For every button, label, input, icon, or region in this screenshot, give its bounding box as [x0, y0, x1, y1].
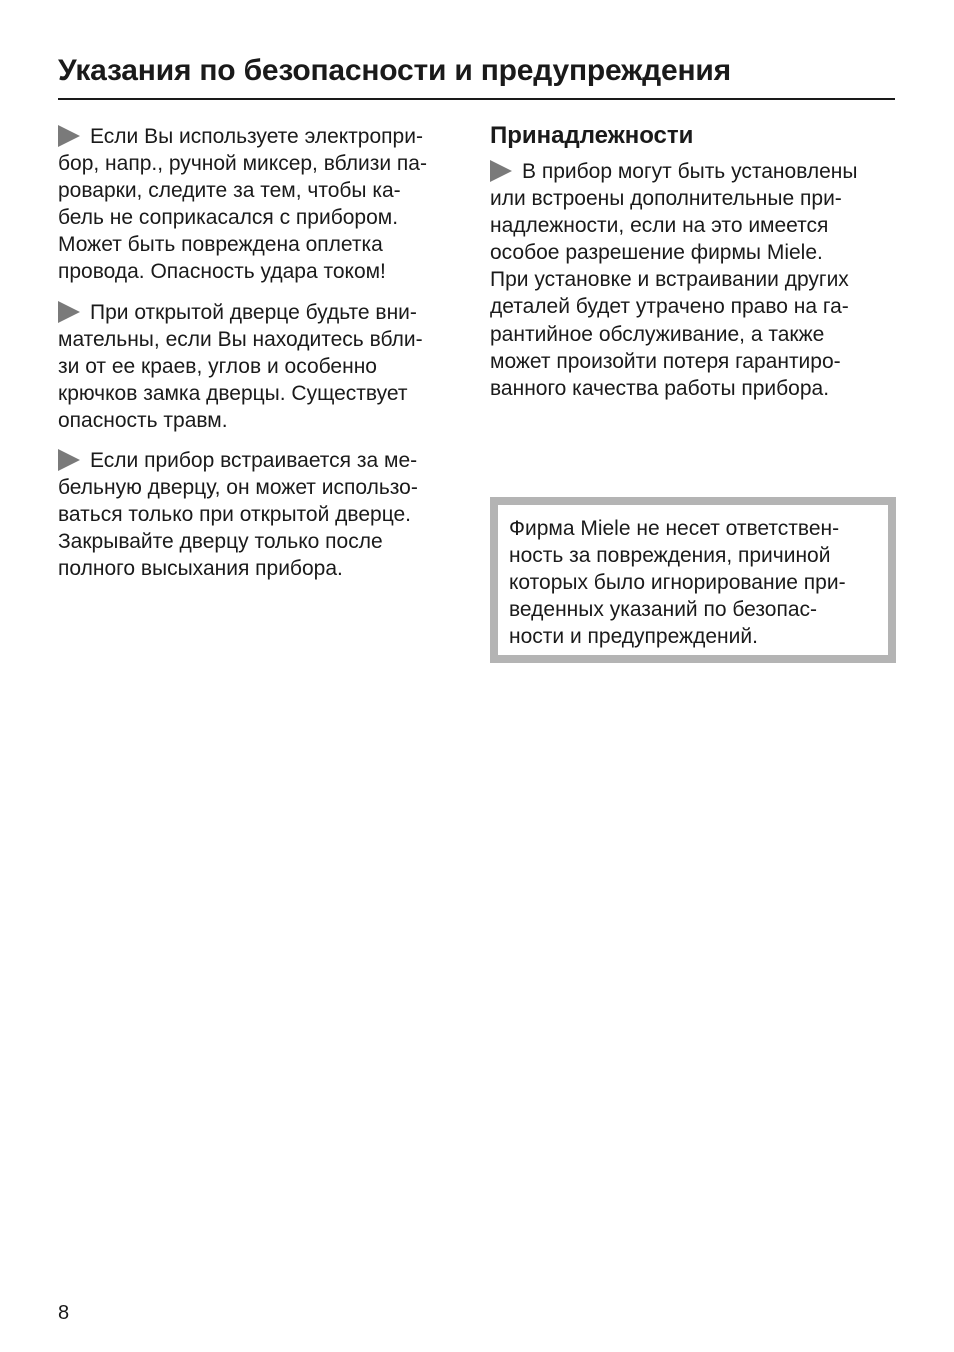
- liability-notice-box: Фирма Miele не несет ответствен- ность за повреждения, причиной которых было игнорирование при- веденных указаний по безопас- ности и предупреждений.: [490, 497, 896, 663]
- safety-item: [58, 299, 468, 434]
- triangle-bullet-icon: [58, 301, 80, 323]
- safety-item-text: При открытой дверце будьте вни- мательны, если Вы находитесь вбли- зи от ее краев, углов и особенно крючков замка дверцы. Существует опасность травм.: [58, 300, 423, 432]
- triangle-bullet-icon: [58, 125, 80, 147]
- triangle-bullet-icon: [490, 160, 512, 182]
- safety-item: [58, 447, 468, 582]
- section-heading-accessories: Принадлежности: [490, 122, 694, 149]
- right-column: [490, 120, 900, 415]
- safety-item-text: Если Вы используете электропри- бор, напр., ручной миксер, вблизи па- роварки, следите за тем, чтобы ка- бель не соприкасался с прибором. Может быть повреждена оплетка провода. Опасность удара током!: [58, 125, 427, 284]
- page-title: Указания по безопасности и предупреждения: [58, 54, 731, 87]
- triangle-bullet-icon: [58, 449, 80, 471]
- accessories-item-text: В прибор могут быть установлены или встроены дополнительные при- надлежности, если на это имеется особое разрешение фирмы Miele. При установке и встраивании других деталей будет утрачено право на га- рантийное обслуживание, а также может произойти потеря гарантиро- ванного качества работы прибора.: [490, 160, 858, 400]
- safety-item: [58, 123, 468, 286]
- safety-item-text: Если прибор встраивается за ме- бельную дверцу, он может использо- ваться только при открытой дверце. Закрывайте дверцу только после полного высыхания прибора.: [58, 449, 418, 581]
- page-number: 8: [58, 1302, 70, 1324]
- title-divider: [58, 98, 895, 100]
- left-column: [58, 123, 468, 596]
- accessories-item: [490, 158, 900, 402]
